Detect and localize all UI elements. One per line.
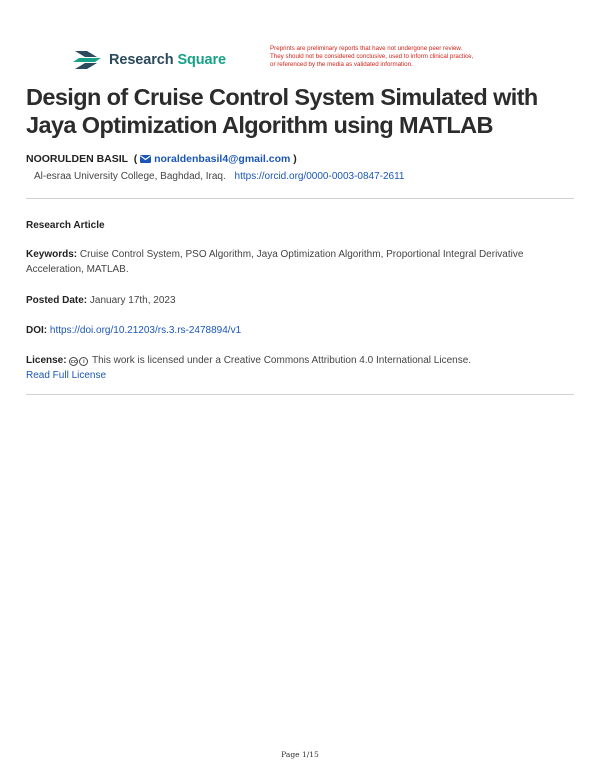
author-line: NOORULDEN BASIL ( noraldenbasil4@gmail.com ) [26,153,297,165]
license-label: License: [26,355,67,366]
disclaimer-line: or referenced by the media as validated information. [270,60,413,68]
orcid-link[interactable]: https://orcid.org/0000-0003-0847-2611 [234,171,405,182]
license-section [26,353,574,383]
brand-name: Research Square [109,52,226,68]
divider [26,198,574,199]
research-square-logo-icon [73,48,103,72]
affiliation-line [34,171,404,182]
license-text: This work is licensed under a Creative Commons Attribution 4.0 International License. [91,355,472,366]
research-square-logo[interactable] [73,48,226,72]
author-email-link[interactable]: noraldenbasil4@gmail.com [140,153,293,165]
page-number: Page 1/15 [281,750,319,759]
cc-icon: cc [70,359,77,365]
paper-title: Design of Cruise Control System Simulated with Jaya Optimization Algorithm using MATLAB [26,84,538,138]
posted-date-section [26,293,574,308]
read-full-license-link[interactable]: Read Full License [26,370,107,381]
keywords-label: Keywords: [26,249,78,260]
doi-link[interactable]: https://doi.org/10.21203/rs.3.rs-2478894/v1 [49,325,242,336]
posted-date: January 17th, 2023 [89,295,176,306]
keywords-section [26,247,574,277]
by-icon: i [79,357,88,366]
affiliation: Al-esraa University College, Baghdad, Iraq. [34,171,226,182]
divider [26,394,574,395]
disclaimer-line: Preprints are preliminary reports that have not undergone peer review. [270,45,463,52]
author-name: NOORULDEN BASIL [26,153,128,165]
doi-label: DOI: [26,325,48,336]
posted-date-label: Posted Date: [26,295,88,306]
article-type: Research Article [26,220,105,231]
disclaimer-line: They should not be considered conclusive, used to inform clinical practice, [270,52,474,60]
doi-section [26,323,574,338]
keywords-text: Cruise Control System, PSO Algorithm, Jaya Optimization Algorithm, Proportional Integral Derivative Acceleration, MATLAB. [26,249,524,275]
preprint-disclaimer [270,45,540,68]
mail-icon [140,155,151,163]
